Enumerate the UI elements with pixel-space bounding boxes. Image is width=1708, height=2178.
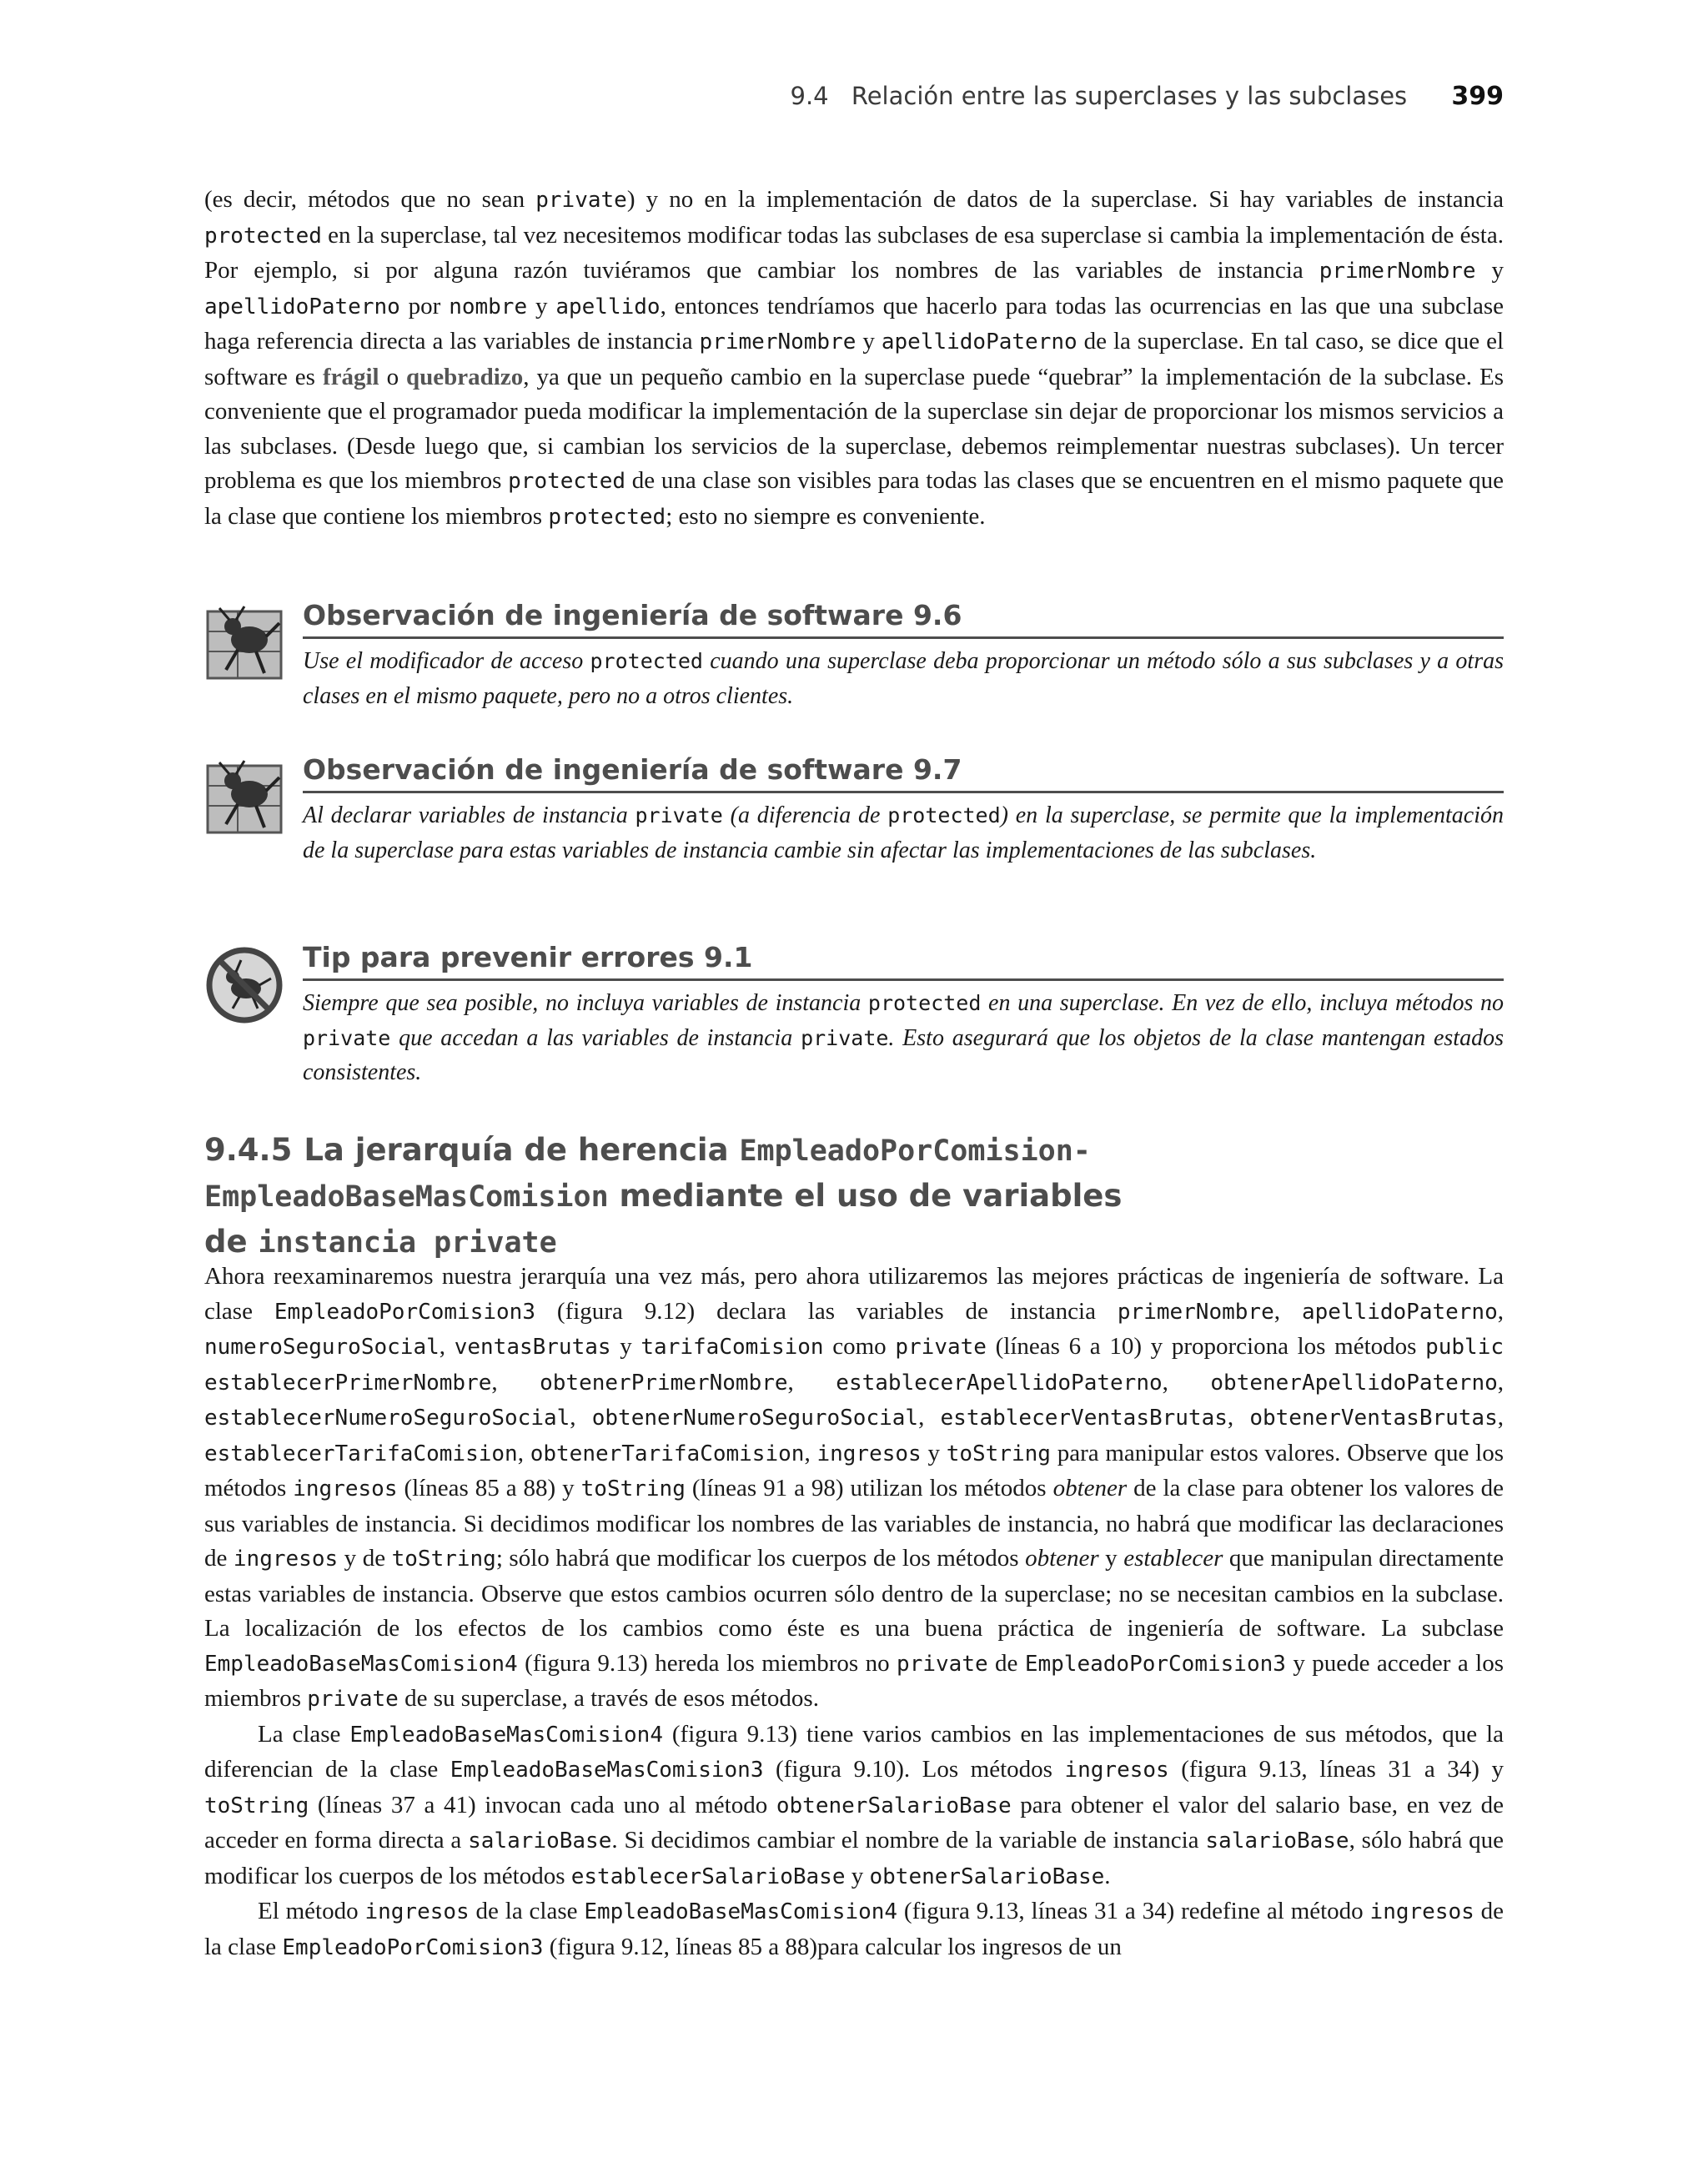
tip-title: Tip para prevenir errores 9.1 [303,940,1504,981]
observation-title: Observación de ingeniería de software 9.6 [303,598,1504,639]
section-body [204,1260,1504,1965]
error-prevention-no-bug-icon [204,945,284,1025]
keyword-quebradizo: quebradizo [406,363,524,390]
running-head-title: Relación entre las superclases y las subclases [851,82,1408,110]
observation-text: Use el modificador de acceso protected cuando una superclase deba proporcionar un método sólo a sus subclases y a otras clases en el mismo paquete, pero no a otros clientes. [303,648,1505,709]
paragraph-3: El método ingresos de la clase EmpleadoBaseMasComision4 (figura 9.13, líneas 31 a 34) redefine al método ingresos de la clase EmpleadoPorComision3 (figura 9.12, líneas 85 a 88)para calcular los ingresos de un [204,1898,1505,1960]
observation-text: Al declarar variables de instancia private (a diferencia de protected) en la superclase, se permite que la implementación de la superclase para estas variables de instancia cambie sin afectar las implementaciones de las subclases. [303,802,1505,863]
software-engineering-bug-icon [204,757,284,837]
tip-text: Siempre que sea posible, no incluya variables de instancia protected en una superclase. En vez de ello, incluya métodos no private que accedan a las variables de instancia private. Esto asegurará que los objetos de la clase mantengan estados consistentes. [303,990,1505,1085]
paragraph-2: La clase EmpleadoBaseMasComision4 (figura 9.13) tiene varios cambios en las implementaciones de sus métodos, que la diferencian de la clase EmpleadoBaseMasComision3 (figura 9.10). Los métodos ingresos (figura 9.13, líneas 31 a 34) y toString (líneas 37 a 41) invocan cada uno al método obtenerSalarioBase para obtener el valor del salario base, en vez de acceder en forma directa a salarioBase. Si decidimos cambiar el nombre de la variable de instancia salarioBase, sólo habrá que modificar los cuerpos de los métodos establecerSalarioBase y obtenerSalarioBase. [204,1720,1504,1889]
software-engineering-bug-icon [204,603,284,683]
page-number: 399 [1451,82,1504,111]
section-heading: 9.4.5 La jerarquía de herencia EmpleadoPorComision- EmpleadoBaseMasComision mediante el uso de variables de instancia private [204,1132,1123,1260]
section-number: 9.4 [790,82,829,110]
section-heading-number: 9.4.5 [204,1132,293,1168]
keyword-fragil: frágil [322,363,379,390]
observation-title: Observación de ingeniería de software 9.7 [303,752,1504,793]
running-head [791,82,1504,111]
intro-paragraph: (es decir, métodos que no sean private) y no en la implementación de datos de la superclase. Si hay variables de instancia protected en la superclase, tal vez necesitemos modificar todas las subclases de esa superclase si cambia la implementación de ésta. Por ejemplo, si por alguna razón tuviéramos que cambiar los nombres de las variables de instancia primerNombre y apellidoPaterno por nombre y apellido, entonces tendríamos que hacerlo para todas las ocurrencias en las que una subclase haga referencia directa a las variables de instancia primerNombre y apellidoPaterno de la superclase. En tal caso, se dice que el software es frágil o quebradizo, ya que un pequeño cambio en la superclase puede “quebrar” la implementación de la subclase. Es conveniente que el programador pueda modificar la implementación de la superclase sin dejar de proporcionar los mismos servicios a las subclases. (Desde luego que, si cambian los servicios de la superclase, debemos reimplementar nuestras subclases). Un tercer problema es que los miembros protected de una clase son visibles para todas las clases que se encuentren en el mismo paquete que la clase que contiene los miembros protected; esto no siempre es conveniente. [204,186,1505,530]
paragraph-1: Ahora reexaminaremos nuestra jerarquía una vez más, pero ahora utilizaremos las mejores prácticas de ingeniería de software. La clase EmpleadoPorComision3 (figura 9.12) declara las variables de instancia primerNombre, apellidoPaterno, numeroSeguroSocial, ventasBrutas y tarifaComision como private (líneas 6 a 10) y proporciona los métodos public establecerPrimerNombre, obtenerPrimerNombre, establecerApellidoPaterno, obtenerApellidoPaterno, establecerNumeroSeguroSocial, obtenerNumeroSeguroSocial, establecerVentasBrutas, obtenerVentasBrutas, establecerTarifaComision, obtenerTarifaComision, ingresos y toString para manipular estos valores. Observe que los métodos ingresos (líneas 85 a 88) y toString (líneas 91 a 98) utilizan los métodos obtener de la clase para obtener los valores de sus variables de instancia. Si decidimos modificar los nombres de las variables de instancia, no habrá que modificar las declaraciones de ingresos y de toString; sólo habrá que modificar los cuerpos de los métodos obtener y establecer que manipulan directamente estas variables de instancia. Observe que estos cambios ocurren sólo dentro de la superclase; no se necesitan cambios en la subclase. La localización de los efectos de los cambios como éste es una buena práctica de ingeniería de software. La subclase EmpleadoBaseMasComision4 (figura 9.13) hereda los miembros no private de EmpleadoPorComision3 y puede acceder a los miembros private de su superclase, a través de esos métodos. [204,1263,1505,1712]
